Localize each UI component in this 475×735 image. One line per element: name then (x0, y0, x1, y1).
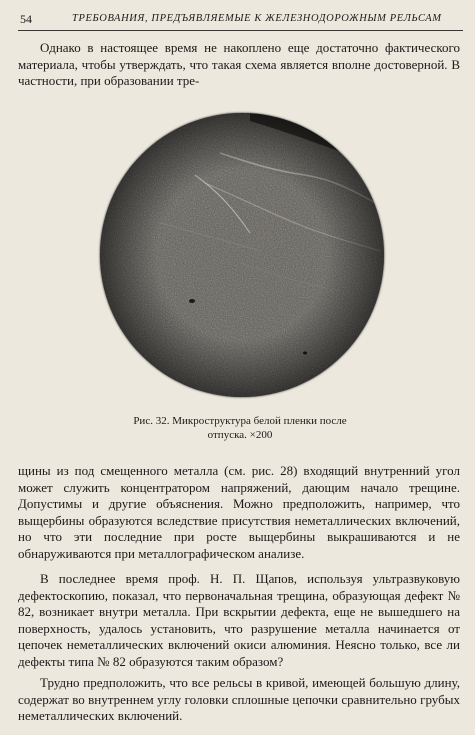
micrograph-image (100, 113, 384, 397)
paragraph-1: Однако в настоящее время не накоплено еще достаточно фактического материала, чтобы утверждать, что такая схема является вполне достоверной. В частности, при образовании тре- (18, 40, 460, 89)
paragraph-3: В последнее время проф. Н. П. Щапов, используя ультразвуковую дефектоскопию, показал, что первоначальная трещина, образующая дефект № 82, возникает внутри металла. При вскрытии дефекта, еще не вышедшего на поверхность, удалось установить, что разрушение металла начинается от цепочек неметаллических включений окиси алюминия. Неясно только, все ли дефекты типа № 82 образуются таким образом? (18, 571, 460, 669)
figure-caption: Рис. 32. Микроструктура белой пленки после (133, 415, 347, 427)
paragraph-4: Трудно предположить, что все рельсы в кривой, имеющей большую длину, содержат во внутреннем углу головки сплошные цепочки сравнительно грубых неметаллических включений. (18, 675, 460, 724)
running-title: ТРЕБОВАНИЯ, ПРЕДЪЯВЛЯЕМЫЕ К ЖЕЛЕЗНОДОРОЖНЫМ РЕЛЬСАМ (72, 13, 442, 24)
page-number: 54 (20, 12, 32, 26)
paragraph-2: щины из под смещенного металла (см. рис. 28) входящий внутренний угол может служить концентратором напряжений, дающим начало трещине. Допустимы и другие объяснения. Можно предположить, например, что выщербины образуются вследствие присутствия неметаллических включений, но что эти последние при росте выщербины выкрашиваются и не обнаруживаются при металлографическом анализе. (18, 463, 460, 561)
micrograph-texture (100, 113, 384, 397)
figure-caption-continued: отпуска. ×200 (207, 429, 273, 441)
running-header (18, 8, 463, 31)
